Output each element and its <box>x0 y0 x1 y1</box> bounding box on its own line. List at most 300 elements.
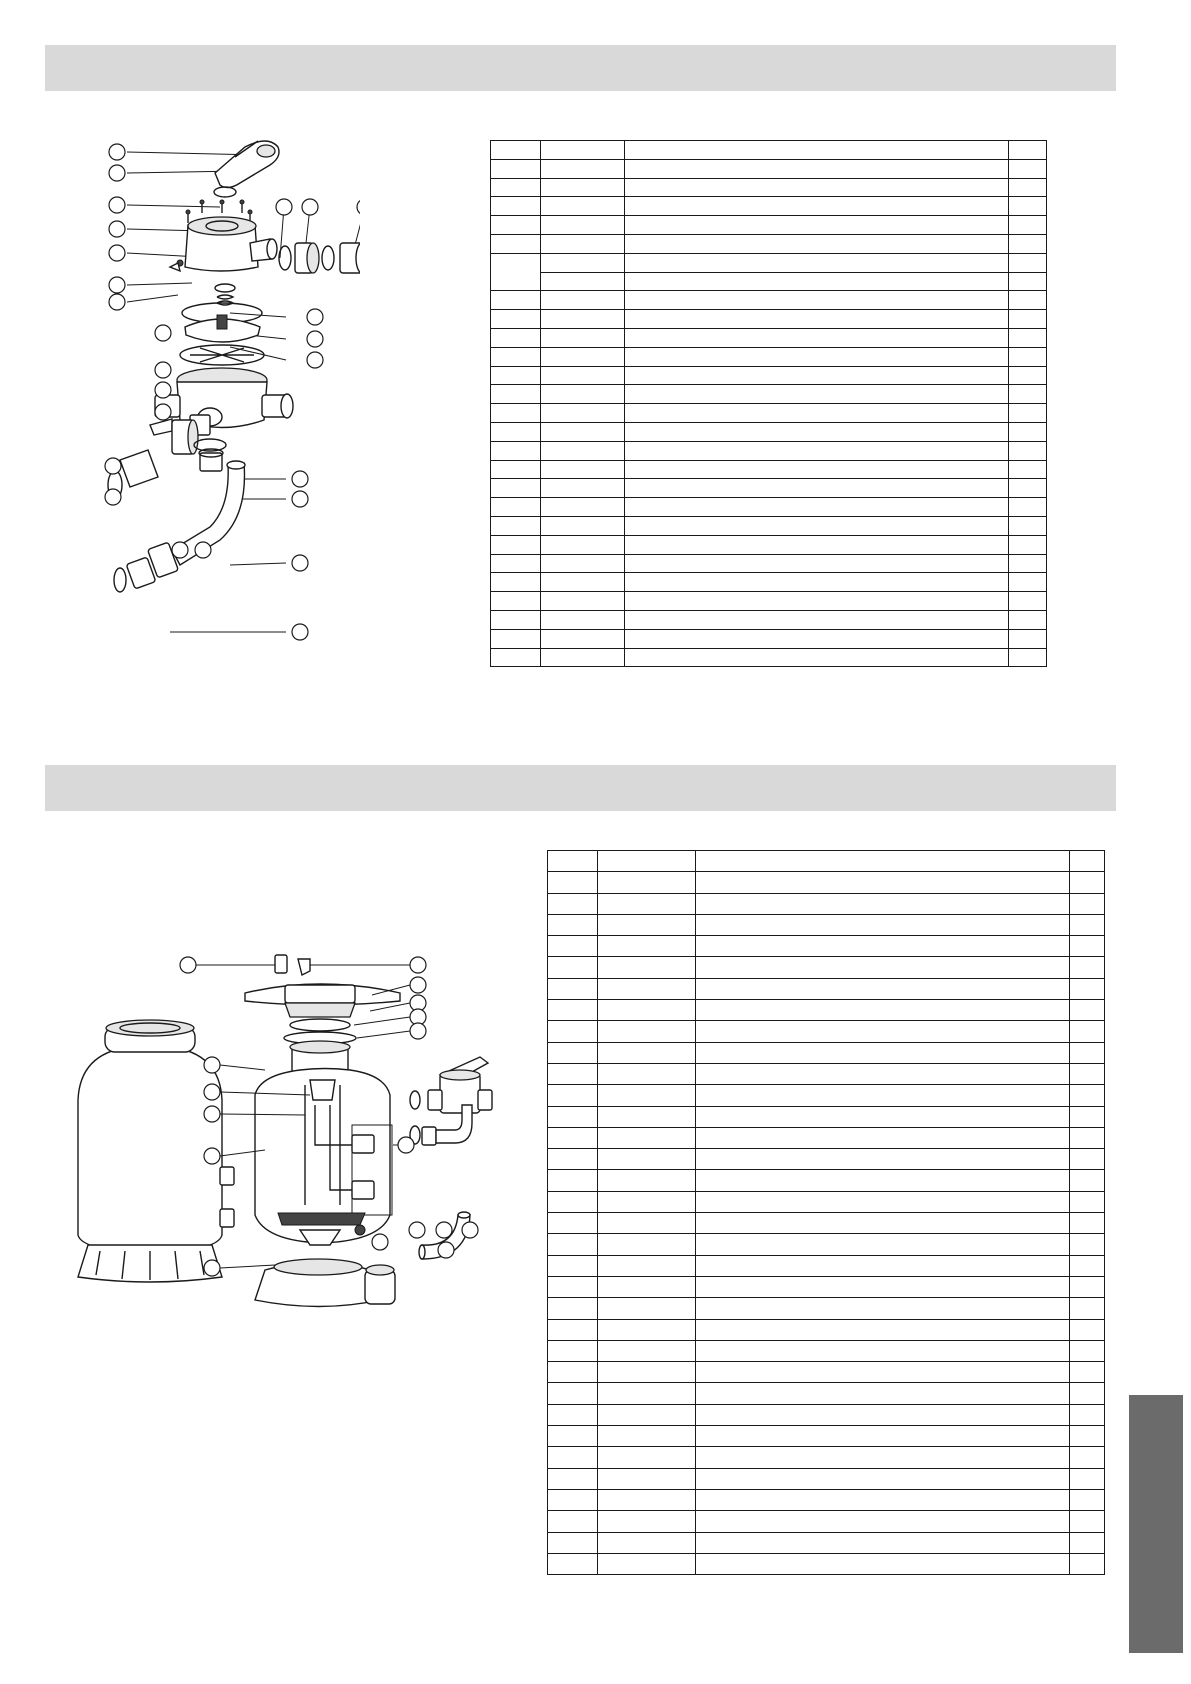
table-row <box>548 1489 1105 1510</box>
table-cell <box>597 1127 695 1148</box>
table-cell <box>597 1532 695 1553</box>
table-cell <box>695 1383 1069 1404</box>
table-cell <box>695 1362 1069 1383</box>
table-cell <box>695 1063 1069 1084</box>
table-cell <box>540 422 624 441</box>
table-row <box>491 197 1047 216</box>
table-row <box>491 573 1047 592</box>
table-cell <box>548 1191 598 1212</box>
table-cell <box>597 957 695 978</box>
table-cell <box>1070 851 1105 872</box>
table-cell <box>491 441 541 460</box>
table-cell <box>695 1447 1069 1468</box>
table-cell <box>597 1149 695 1170</box>
table-row <box>548 1085 1105 1106</box>
table-cell <box>548 1532 598 1553</box>
table-cell <box>1009 216 1047 235</box>
table-cell <box>548 1468 598 1489</box>
table-cell <box>597 1170 695 1191</box>
table-cell <box>695 936 1069 957</box>
table-cell <box>548 957 598 978</box>
table-cell <box>597 936 695 957</box>
table-cell <box>695 1170 1069 1191</box>
handle-o-ring <box>214 187 236 197</box>
table-cell <box>540 178 624 197</box>
table-cell <box>624 216 1008 235</box>
table-cell <box>548 1511 598 1532</box>
table-cell <box>597 1362 695 1383</box>
table-cell <box>624 385 1008 404</box>
table-cell <box>624 610 1008 629</box>
table-row <box>548 1234 1105 1255</box>
table-cell <box>1009 535 1047 554</box>
table-row <box>491 498 1047 517</box>
table-row <box>491 648 1047 667</box>
table-cell <box>597 893 695 914</box>
table-cell <box>548 1404 598 1425</box>
table-row <box>491 404 1047 423</box>
table-cell <box>548 1000 598 1021</box>
table-cell <box>491 141 541 160</box>
table-cell <box>548 1553 598 1574</box>
table-row <box>548 1404 1105 1425</box>
table-cell <box>548 936 598 957</box>
table-cell <box>1009 253 1047 272</box>
table-cell <box>1009 629 1047 648</box>
table-cell <box>597 1276 695 1297</box>
table-cell <box>540 441 624 460</box>
table-cell <box>548 1021 598 1042</box>
table-cell <box>1070 1298 1105 1319</box>
table-cell <box>1009 610 1047 629</box>
table-cell <box>695 1532 1069 1553</box>
table-cell <box>1009 460 1047 479</box>
table-cell <box>1070 1319 1105 1340</box>
table-row <box>548 1553 1105 1574</box>
table-cell <box>540 460 624 479</box>
table-cell <box>540 610 624 629</box>
table-row <box>491 253 1047 272</box>
table-cell <box>695 1340 1069 1361</box>
table-cell <box>624 629 1008 648</box>
table-cell <box>624 366 1008 385</box>
table-cell <box>1070 1063 1105 1084</box>
table-row <box>548 1191 1105 1212</box>
table-cell <box>1009 385 1047 404</box>
table-cell <box>548 1149 598 1170</box>
table-cell <box>491 328 541 347</box>
table-cell <box>491 234 541 253</box>
table-cell <box>548 1426 598 1447</box>
table-cell <box>1070 1000 1105 1021</box>
table-cell <box>548 1213 598 1234</box>
table-row <box>491 216 1047 235</box>
table-cell <box>1009 422 1047 441</box>
table-row <box>491 291 1047 310</box>
table-row <box>491 516 1047 535</box>
valve-handle <box>215 141 279 188</box>
table-cell <box>491 347 541 366</box>
table-cell <box>1009 347 1047 366</box>
filter-parts-table <box>547 850 1105 1575</box>
table-cell <box>1070 1553 1105 1574</box>
table-row <box>548 1340 1105 1361</box>
table-cell <box>624 310 1008 329</box>
table-cell <box>540 366 624 385</box>
table-cell <box>597 1000 695 1021</box>
table-cell <box>491 516 541 535</box>
table-cell <box>1070 1170 1105 1191</box>
table-cell <box>491 366 541 385</box>
table-cell <box>491 479 541 498</box>
table-cell <box>1070 1021 1105 1042</box>
table-cell <box>624 291 1008 310</box>
table-cell <box>1070 957 1105 978</box>
table-cell <box>548 1340 598 1361</box>
side-tab <box>1129 1395 1183 1653</box>
table-cell <box>1070 1213 1105 1234</box>
table-cell <box>624 328 1008 347</box>
table-cell <box>491 404 541 423</box>
table-row <box>548 978 1105 999</box>
table-cell <box>540 197 624 216</box>
table-row <box>548 1149 1105 1170</box>
table-cell <box>1070 1362 1105 1383</box>
table-cell <box>624 516 1008 535</box>
table-cell <box>540 554 624 573</box>
table-row <box>491 422 1047 441</box>
table-row <box>548 1468 1105 1489</box>
table-cell <box>597 914 695 935</box>
table-cell <box>695 1489 1069 1510</box>
table-row <box>548 893 1105 914</box>
table-row <box>491 385 1047 404</box>
table-row <box>548 1532 1105 1553</box>
table-cell <box>695 1468 1069 1489</box>
table-cell <box>540 347 624 366</box>
table-cell <box>695 1276 1069 1297</box>
table-cell <box>1009 498 1047 517</box>
table-row <box>548 1511 1105 1532</box>
table-cell <box>695 1191 1069 1212</box>
valve-parts-table <box>490 140 1047 667</box>
table-cell <box>1070 1383 1105 1404</box>
table-cell <box>597 1447 695 1468</box>
table-cell <box>540 629 624 648</box>
table-cell <box>1070 914 1105 935</box>
table-cell <box>695 1319 1069 1340</box>
table-cell <box>695 978 1069 999</box>
table-row <box>491 629 1047 648</box>
table-cell <box>1009 479 1047 498</box>
table-cell <box>1009 234 1047 253</box>
table-cell <box>1070 1426 1105 1447</box>
table-cell <box>597 1426 695 1447</box>
table-row <box>548 872 1105 893</box>
table-cell <box>540 141 624 160</box>
table-cell <box>548 1276 598 1297</box>
table-cell <box>1070 936 1105 957</box>
table-row <box>548 1021 1105 1042</box>
valve-lid <box>170 217 277 271</box>
table-row <box>548 1276 1105 1297</box>
table-cell <box>1070 1404 1105 1425</box>
table-cell <box>540 592 624 611</box>
table-cell <box>624 422 1008 441</box>
mounted-valve <box>410 1057 492 1145</box>
table-cell <box>1070 872 1105 893</box>
table-cell <box>695 1127 1069 1148</box>
table-cell <box>1009 310 1047 329</box>
table-cell <box>597 1553 695 1574</box>
table-cell <box>548 914 598 935</box>
table-cell <box>491 291 541 310</box>
table-row <box>548 1063 1105 1084</box>
table-cell <box>1009 573 1047 592</box>
table-cell <box>548 1042 598 1063</box>
table-cell <box>624 178 1008 197</box>
table-cell <box>540 328 624 347</box>
filter-base <box>255 1259 380 1307</box>
table-cell <box>491 197 541 216</box>
table-cell <box>624 498 1008 517</box>
table-cell <box>624 535 1008 554</box>
table-row <box>491 479 1047 498</box>
table-cell <box>1009 554 1047 573</box>
table-row <box>548 1000 1105 1021</box>
table-cell <box>491 216 541 235</box>
table-cell <box>1070 1340 1105 1361</box>
table-cell <box>624 234 1008 253</box>
table-cell <box>695 1404 1069 1425</box>
table-cell <box>1070 1468 1105 1489</box>
table-cell <box>548 1362 598 1383</box>
table-row <box>491 366 1047 385</box>
table-cell <box>1070 893 1105 914</box>
valve-exploded-drawing <box>100 135 360 665</box>
table-cell <box>695 851 1069 872</box>
table-cell <box>491 253 541 291</box>
table-cell <box>624 441 1008 460</box>
table-cell <box>624 573 1008 592</box>
table-cell <box>624 253 1008 272</box>
table-cell <box>695 1085 1069 1106</box>
table-cell <box>548 872 598 893</box>
table-cell <box>491 535 541 554</box>
table-cell <box>695 893 1069 914</box>
table-cell <box>1009 141 1047 160</box>
table-cell <box>491 498 541 517</box>
table-cell <box>1009 592 1047 611</box>
table-cell <box>597 1085 695 1106</box>
table-cell <box>695 1213 1069 1234</box>
table-cell <box>1009 441 1047 460</box>
table-cell <box>540 385 624 404</box>
rotor-assembly <box>180 284 264 365</box>
table-cell <box>1070 1127 1105 1148</box>
table-cell <box>540 159 624 178</box>
table-row <box>548 1383 1105 1404</box>
table-row <box>548 1170 1105 1191</box>
table-cell <box>695 1042 1069 1063</box>
table-cell <box>1070 1489 1105 1510</box>
table-cell <box>1009 197 1047 216</box>
table-cell <box>540 479 624 498</box>
table-row <box>491 535 1047 554</box>
table-cell <box>597 851 695 872</box>
table-cell <box>548 1127 598 1148</box>
table-cell <box>597 1063 695 1084</box>
table-cell <box>597 1191 695 1212</box>
table-cell <box>597 1042 695 1063</box>
table-row <box>548 1255 1105 1276</box>
table-cell <box>1070 1447 1105 1468</box>
table-cell <box>491 648 541 667</box>
table-cell <box>491 422 541 441</box>
table-row <box>491 234 1047 253</box>
table-row <box>491 328 1047 347</box>
table-cell <box>540 535 624 554</box>
table-cell <box>540 310 624 329</box>
table-cell <box>548 1170 598 1191</box>
table-cell <box>597 1383 695 1404</box>
table-cell <box>695 1298 1069 1319</box>
table-cell <box>540 404 624 423</box>
table-cell <box>1070 1234 1105 1255</box>
table-cell <box>491 554 541 573</box>
table-cell <box>548 1383 598 1404</box>
filter-top-assembly <box>196 955 410 1073</box>
table-cell <box>695 1255 1069 1276</box>
table-cell <box>624 592 1008 611</box>
table-cell <box>695 1106 1069 1127</box>
section-header-band-filter <box>45 765 1116 811</box>
table-cell <box>597 1319 695 1340</box>
table-cell <box>548 978 598 999</box>
table-row <box>491 347 1047 366</box>
table-cell <box>491 629 541 648</box>
table-cell <box>695 1553 1069 1574</box>
table-cell <box>597 1404 695 1425</box>
table-cell <box>597 978 695 999</box>
table-cell <box>597 1340 695 1361</box>
table-cell <box>1070 1149 1105 1170</box>
table-cell <box>548 1319 598 1340</box>
filter-tank-cutaway <box>255 1069 392 1246</box>
table-cell <box>491 385 541 404</box>
table-cell <box>597 872 695 893</box>
table-cell <box>597 1511 695 1532</box>
table-cell <box>1009 178 1047 197</box>
table-cell <box>540 498 624 517</box>
drain-fitting <box>365 1265 395 1304</box>
table-cell <box>540 272 624 291</box>
table-cell <box>695 1149 1069 1170</box>
table-cell <box>1009 516 1047 535</box>
table-cell <box>491 573 541 592</box>
table-cell <box>540 648 624 667</box>
table-cell <box>1009 328 1047 347</box>
filter-exploded-drawing <box>60 945 550 1325</box>
table-cell <box>1070 1255 1105 1276</box>
table-cell <box>1070 1276 1105 1297</box>
table-row <box>548 1426 1105 1447</box>
table-row <box>491 610 1047 629</box>
table-cell <box>540 253 624 272</box>
table-cell <box>695 1426 1069 1447</box>
table-cell <box>540 216 624 235</box>
table-cell <box>1009 404 1047 423</box>
table-cell <box>1070 1106 1105 1127</box>
table-row <box>548 1127 1105 1148</box>
table-cell <box>624 272 1008 291</box>
table-cell <box>1070 1191 1105 1212</box>
table-cell <box>540 516 624 535</box>
table-row <box>548 1106 1105 1127</box>
table-row <box>491 272 1047 291</box>
table-cell <box>624 197 1008 216</box>
table-cell <box>491 159 541 178</box>
table-cell <box>624 648 1008 667</box>
table-cell <box>597 1468 695 1489</box>
table-cell <box>695 957 1069 978</box>
table-cell <box>597 1021 695 1042</box>
table-cell <box>548 1063 598 1084</box>
table-cell <box>1070 978 1105 999</box>
table-cell <box>491 310 541 329</box>
table-cell <box>695 914 1069 935</box>
table-row <box>491 460 1047 479</box>
table-cell <box>548 1255 598 1276</box>
table-cell <box>491 610 541 629</box>
table-row <box>548 1319 1105 1340</box>
table-cell <box>540 573 624 592</box>
table-row <box>491 178 1047 197</box>
table-cell <box>624 404 1008 423</box>
table-cell <box>695 1000 1069 1021</box>
table-row <box>548 1298 1105 1319</box>
table-cell <box>548 893 598 914</box>
table-cell <box>624 347 1008 366</box>
table-row <box>548 914 1105 935</box>
table-cell <box>491 460 541 479</box>
table-row <box>491 592 1047 611</box>
table-cell <box>1009 648 1047 667</box>
table-cell <box>540 291 624 310</box>
table-row <box>491 554 1047 573</box>
table-cell <box>1009 291 1047 310</box>
table-cell <box>548 1085 598 1106</box>
table-cell <box>1009 159 1047 178</box>
table-row <box>491 159 1047 178</box>
table-row <box>491 441 1047 460</box>
table-cell <box>548 1298 598 1319</box>
table-cell <box>597 1298 695 1319</box>
table-cell <box>548 1447 598 1468</box>
table-row <box>548 1042 1105 1063</box>
table-cell <box>597 1255 695 1276</box>
table-row <box>548 1362 1105 1383</box>
table-row <box>548 1213 1105 1234</box>
table-cell <box>548 851 598 872</box>
table-cell <box>548 1489 598 1510</box>
table-cell <box>597 1106 695 1127</box>
table-cell <box>1070 1042 1105 1063</box>
table-row <box>548 851 1105 872</box>
table-cell <box>1009 366 1047 385</box>
table-cell <box>695 872 1069 893</box>
table-cell <box>624 460 1008 479</box>
